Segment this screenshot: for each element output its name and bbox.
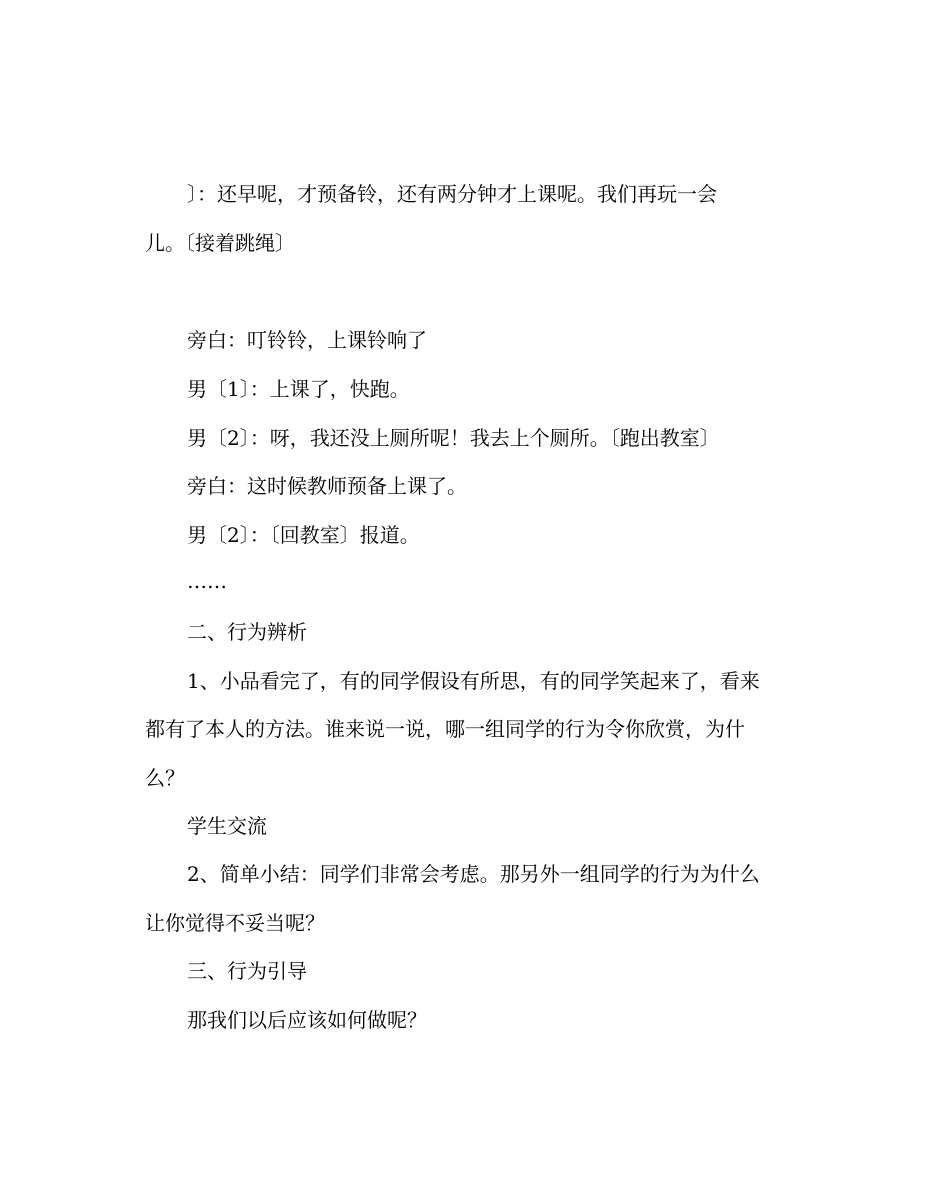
section-heading: 二、行为辨析 [187, 620, 307, 644]
paragraph-line: 那我们以后应该如何做呢？ [187, 1008, 427, 1032]
paragraph-line: 么？ [145, 766, 185, 790]
ellipsis-line: …… [187, 569, 227, 593]
paragraph-line: 〕：还早呢，才预备铃，还有两分钟才上课呢。我们再玩一会 [187, 182, 717, 206]
paragraph-line: 让你觉得不妥当呢？ [145, 911, 325, 935]
paragraph-line: 男〔1〕：上课了，快跑。 [187, 377, 410, 401]
paragraph-line: 1、小品看完了，有的同学假设有所思，有的同学笑起来了，看来 [187, 669, 760, 693]
paragraph-line: 儿。〔接着跳绳〕 [145, 231, 295, 255]
section-heading: 三、行为引导 [187, 959, 307, 983]
paragraph-line: 男〔2〕：呀，我还没上厕所呢！我去上个厕所。〔跑出教室〕 [187, 426, 720, 450]
paragraph-line: 学生交流 [187, 814, 267, 838]
paragraph-line: 旁白：这时候教师预备上课了。 [187, 474, 467, 498]
paragraph-line: 都有了本人的方法。谁来说一说，哪一组同学的行为令你欣赏，为什 [145, 717, 745, 741]
paragraph-line: 男〔2〕：〔回教室〕报道。 [187, 523, 420, 547]
paragraph-line: 旁白：叮铃铃，上课铃响了 [187, 328, 427, 352]
paragraph-line: 2、简单小结：同学们非常会考虑。那另外一组同学的行为为什么 [187, 862, 760, 886]
